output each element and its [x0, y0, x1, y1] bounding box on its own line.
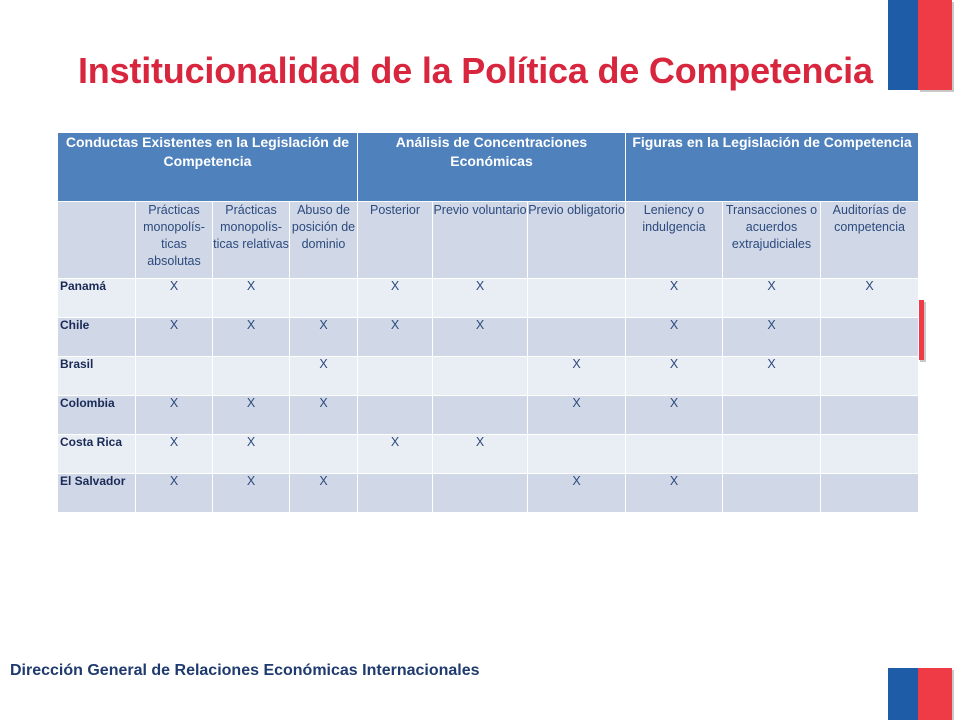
mark-cell: [821, 357, 919, 396]
slide-title: Institucionalidad de la Política de Competencia: [78, 50, 873, 91]
subheader-cell: Prácticas monopolís-ticas relativas: [213, 202, 290, 279]
mark-cell: [136, 357, 213, 396]
mark-cell: [433, 474, 528, 513]
mark-cell: [723, 474, 821, 513]
mark-cell: X: [723, 357, 821, 396]
mark-cell: X: [528, 396, 626, 435]
group-header-conductas: Conductas Existentes en la Legislación de Competencia: [58, 133, 358, 202]
table-row: [58, 279, 919, 318]
mark-cell: X: [433, 435, 528, 474]
mark-cell: X: [136, 435, 213, 474]
mark-cell: X: [136, 318, 213, 357]
subheader-cell: Prácticas monopolís-ticas absolutas: [136, 202, 213, 279]
subheader-corner: [58, 202, 136, 279]
mark-cell: [358, 396, 433, 435]
subheader-cell: Posterior: [358, 202, 433, 279]
table-row: [58, 357, 919, 396]
mark-cell: X: [626, 396, 723, 435]
mark-cell: X: [213, 435, 290, 474]
subheader-cell: Auditorías de competencia: [821, 202, 919, 279]
mark-cell: [821, 474, 919, 513]
mark-cell: [433, 396, 528, 435]
mark-cell: X: [528, 357, 626, 396]
mark-cell: [528, 435, 626, 474]
mark-cell: X: [433, 279, 528, 318]
mark-cell: [213, 357, 290, 396]
country-cell: Chile: [58, 318, 136, 357]
mark-cell: [821, 318, 919, 357]
mark-cell: [821, 396, 919, 435]
mark-cell: X: [213, 318, 290, 357]
mark-cell: [723, 396, 821, 435]
group-header-figuras: Figuras en la Legislación de Competencia: [626, 133, 919, 202]
mark-cell: X: [213, 474, 290, 513]
subheader-cell: Leniency o indulgencia: [626, 202, 723, 279]
mark-cell: X: [626, 474, 723, 513]
mark-cell: X: [290, 318, 358, 357]
mark-cell: X: [528, 474, 626, 513]
mark-cell: X: [723, 318, 821, 357]
mark-cell: [358, 357, 433, 396]
country-cell: El Salvador: [58, 474, 136, 513]
mark-cell: X: [136, 474, 213, 513]
country-cell: Panamá: [58, 279, 136, 318]
country-cell: Brasil: [58, 357, 136, 396]
mark-cell: [433, 357, 528, 396]
mark-cell: X: [136, 279, 213, 318]
mark-cell: X: [358, 435, 433, 474]
table-body: [58, 279, 919, 513]
group-header-concentraciones: Análisis de Concentraciones Económicas: [358, 133, 626, 202]
mark-cell: X: [626, 357, 723, 396]
mark-cell: X: [821, 279, 919, 318]
subheader-cell: Previo voluntario: [433, 202, 528, 279]
subheader-cell: Transacciones o acuerdos extrajudiciales: [723, 202, 821, 279]
country-cell: Colombia: [58, 396, 136, 435]
mark-cell: X: [433, 318, 528, 357]
mark-cell: [626, 435, 723, 474]
mark-cell: X: [358, 279, 433, 318]
mark-cell: [821, 435, 919, 474]
mark-cell: X: [290, 357, 358, 396]
flag-decoration-bottom: [888, 668, 952, 720]
mark-cell: X: [136, 396, 213, 435]
table-row: [58, 396, 919, 435]
subheader-cell: Abuso de posición de dominio: [290, 202, 358, 279]
mark-cell: X: [213, 279, 290, 318]
mark-cell: X: [290, 474, 358, 513]
mark-cell: X: [358, 318, 433, 357]
table-row: [58, 474, 919, 513]
mark-cell: [358, 474, 433, 513]
footer-text: Dirección General de Relaciones Económicas Internacionales: [10, 662, 480, 679]
mark-cell: X: [723, 279, 821, 318]
mark-cell: X: [626, 318, 723, 357]
mark-cell: [290, 279, 358, 318]
mark-cell: [723, 435, 821, 474]
country-cell: Costa Rica: [58, 435, 136, 474]
subheader-row: [58, 202, 919, 279]
mark-cell: [290, 435, 358, 474]
mark-cell: [528, 318, 626, 357]
subheader-cell: Previo obligatorio: [528, 202, 626, 279]
table-row: [58, 435, 919, 474]
mark-cell: X: [290, 396, 358, 435]
flag-blue-stripe: [888, 668, 918, 720]
mark-cell: X: [626, 279, 723, 318]
mark-cell: X: [213, 396, 290, 435]
table-row: [58, 318, 919, 357]
mark-cell: [528, 279, 626, 318]
flag-red-stripe: [918, 668, 952, 720]
competition-table: [57, 132, 919, 513]
